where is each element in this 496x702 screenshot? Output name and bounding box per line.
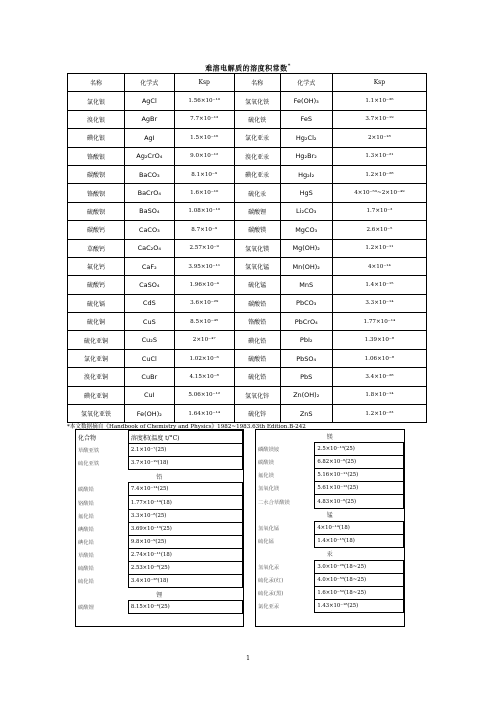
solubility-product-value: 3.4×10⁻²⁸(18) xyxy=(128,575,242,588)
formula-cell: Mg(OH)₂ xyxy=(280,239,332,257)
section-heading: 锂 xyxy=(156,591,163,599)
formula-cell: HgS xyxy=(280,184,332,202)
list-item xyxy=(76,575,243,588)
ksp-value-cell: 3.6×10⁻²⁹ xyxy=(174,294,234,312)
ksp-value-cell: 1.2×10⁻²⁸ xyxy=(332,165,426,183)
compound-name-cell: 碘化银 xyxy=(68,129,125,147)
formula-cell: MgCO₃ xyxy=(280,221,332,239)
formula-cell: Hg₂Cl₂ xyxy=(280,129,332,147)
compound-name-cell: 溴化亚汞 xyxy=(234,147,280,165)
ksp-value-cell: 9.0×10⁻¹² xyxy=(174,147,234,165)
compound-name-cell: 铬酸银 xyxy=(68,147,125,165)
source-footnote: *本文数据摘自《Handbook of Chemistry and Physics》1982~1983.63th Edition.B-242 xyxy=(67,424,306,430)
ksp-value-cell: 1.4×10⁻¹⁵ xyxy=(332,276,426,294)
ksp-value-cell: 5.06×10⁻¹² xyxy=(174,386,234,404)
solubility-product-value: 8.15×10⁻⁴(25) xyxy=(128,601,242,614)
compound-name: 硫化亚铁 xyxy=(76,457,128,470)
compound-name: 氟化镁 xyxy=(256,469,315,482)
ksp-value-cell: 4×10⁻⁵³~2×10⁻⁴⁹ xyxy=(332,184,426,202)
ksp-main-table xyxy=(67,73,427,423)
solubility-product-value: 3.69×10⁻¹³(25) xyxy=(128,522,242,535)
table-row xyxy=(68,294,427,312)
compound-name: 碘化铅 xyxy=(76,535,128,548)
list-item xyxy=(256,495,404,508)
section-heading: 汞 xyxy=(326,551,333,559)
solubility-product-value: 1.43×10⁻¹⁸(25) xyxy=(315,600,404,613)
section-heading-row xyxy=(256,508,404,521)
ksp-value-cell: 1.02×10⁻⁶ xyxy=(174,349,234,367)
list-item xyxy=(76,561,243,574)
compound-name: 二水合草酸镁 xyxy=(256,495,315,508)
table-row xyxy=(68,349,427,367)
formula-cell: Hg₂I₂ xyxy=(280,165,332,183)
compound-name-cell: 铬酸铅 xyxy=(234,313,280,331)
compound-name: 氢氧化镁 xyxy=(256,482,315,495)
compound-name-cell: 硫化镉 xyxy=(68,294,125,312)
list-item xyxy=(76,535,243,548)
compound-name-cell: 碳酸钡 xyxy=(68,165,125,183)
ksp-value-cell: 2.57×10⁻⁹ xyxy=(174,239,234,257)
solubility-product-value: 2.53×10⁻⁸(25) xyxy=(128,561,242,574)
solubility-product-value: 7.4×10⁻¹⁴(25) xyxy=(128,483,242,496)
formula-cell: CaCO₃ xyxy=(124,221,174,239)
section-heading-row xyxy=(256,547,404,560)
ksp-value-cell: 8.1×10⁻⁹ xyxy=(174,165,234,183)
compound-name-cell: 硫化锌 xyxy=(234,405,280,423)
table-row xyxy=(68,147,427,165)
solubility-product-value: 6.82×10⁻⁶(25) xyxy=(315,456,404,469)
formula-cell: BaCrO₄ xyxy=(124,184,174,202)
table-row xyxy=(68,276,427,294)
list-item xyxy=(256,443,404,456)
compound-name-cell: 铬酸钡 xyxy=(68,184,125,202)
ksp-value-cell: 1.5×10⁻¹⁶ xyxy=(174,129,234,147)
formula-cell: CaSO₄ xyxy=(124,276,174,294)
solubility-product-value: 3.3×10⁻⁸(25) xyxy=(128,509,242,522)
table-row xyxy=(68,129,427,147)
compound-name-cell: 碳酸铅 xyxy=(234,294,280,312)
formula-cell: CaF₂ xyxy=(124,257,174,275)
compound-name: 硫化铅 xyxy=(76,575,128,588)
compound-name: 硫化汞(红) xyxy=(256,574,315,587)
compound-name-cell: 氢氧化锰 xyxy=(234,257,280,275)
ksp-value-cell: 1.39×10⁻⁸ xyxy=(332,331,426,349)
ksp-value-cell: 1.3×10⁻²¹ xyxy=(332,147,426,165)
compound-name-cell: 草酸钙 xyxy=(68,239,125,257)
ksp-value-cell: 2×10⁻⁴⁷ xyxy=(174,331,234,349)
solubility-product-value: 1.4×10⁻¹⁵(18) xyxy=(315,534,404,547)
page-number: 1 xyxy=(246,655,250,662)
solubility-product-value: 4.0×10⁻⁵³(18~25) xyxy=(315,574,404,587)
ksp-value-cell: 1.2×10⁻¹¹ xyxy=(332,239,426,257)
column-header: Ksp xyxy=(174,74,234,92)
compound-name: 氯化亚汞 xyxy=(256,600,315,613)
compound-name: 硫化锰 xyxy=(256,534,315,547)
ksp-value-cell: 1.7×10⁻³ xyxy=(332,202,426,220)
compound-name-cell: 溴化银 xyxy=(68,110,125,128)
formula-cell: CuS xyxy=(124,313,174,331)
compound-name-cell: 氢氧化铁 xyxy=(234,92,280,110)
formula-cell: Ag₂CrO₄ xyxy=(124,147,174,165)
list-item xyxy=(76,548,243,561)
compound-name-cell: 硫化铁 xyxy=(234,110,280,128)
formula-cell: AgI xyxy=(124,129,174,147)
ksp-value-cell: 1.08×10⁻¹⁰ xyxy=(174,202,234,220)
compound-name-cell: 硫化铅 xyxy=(234,368,280,386)
list-item xyxy=(256,560,404,573)
formula-cell: Fe(OH)₃ xyxy=(280,92,332,110)
list-item xyxy=(256,534,404,547)
formula-cell: FeS xyxy=(280,110,332,128)
list-item xyxy=(76,601,243,614)
solubility-product-value: 1.6×10⁻⁵²(18~25) xyxy=(315,587,404,600)
list-item xyxy=(256,482,404,495)
compound-name-cell: 硫化锰 xyxy=(234,276,280,294)
compound-name-cell: 氢氧化锌 xyxy=(234,386,280,404)
compound-name-cell: 硫化汞 xyxy=(234,184,280,202)
compound-name-cell: 硫化铜 xyxy=(68,313,125,331)
title-footnote-mark: * xyxy=(287,63,291,69)
ksp-value-cell: 3.95×10⁻¹¹ xyxy=(174,257,234,275)
column-header: 化学式 xyxy=(280,74,332,92)
solubility-product-value: 9.8×10⁻⁹(25) xyxy=(128,535,242,548)
column-header: 名称 xyxy=(234,74,280,92)
compound-name-cell: 硫酸铅 xyxy=(234,349,280,367)
section-heading: 铅 xyxy=(156,473,163,481)
column-header: 名称 xyxy=(68,74,125,92)
formula-cell: BaSO₄ xyxy=(124,202,174,220)
list-item xyxy=(256,521,404,534)
solubility-product-value: 2.74×10⁻¹¹(18) xyxy=(128,548,242,561)
formula-cell: CuI xyxy=(124,386,174,404)
compound-name-cell: 碳酸钙 xyxy=(68,221,125,239)
ksp-value-cell: 2×10⁻¹⁸ xyxy=(332,129,426,147)
table-row xyxy=(68,92,427,110)
left-panel-table xyxy=(76,430,243,614)
solubility-product-value: 4.83×10⁻⁶(25) xyxy=(315,495,404,508)
ksp-value-cell: 8.7×10⁻⁹ xyxy=(174,221,234,239)
compound-name-cell: 氯化银 xyxy=(68,92,125,110)
ksp-value-cell: 1.1×10⁻³⁶ xyxy=(332,92,426,110)
compound-name: 草酸铅 xyxy=(76,548,128,561)
list-item xyxy=(76,483,243,496)
compound-name-cell: 碘化铅 xyxy=(234,331,280,349)
section-heading: 锰 xyxy=(326,512,333,520)
compound-name: 碳酸镁 xyxy=(256,456,315,469)
formula-cell: BaCO₃ xyxy=(124,165,174,183)
ksp-value-cell: 7.7×10⁻¹³ xyxy=(174,110,234,128)
solubility-product-value: 2.1×10⁻⁷(25) xyxy=(128,444,242,457)
ksp-value-cell: 8.5×10⁻⁴⁵ xyxy=(174,313,234,331)
ksp-value-cell: 1.8×10⁻¹⁴ xyxy=(332,386,426,404)
formula-cell: CaC₂O₄ xyxy=(124,239,174,257)
list-item xyxy=(256,587,404,600)
list-item xyxy=(76,522,243,535)
compound-name-cell: 氢氧化亚铁 xyxy=(68,405,125,423)
ksp-value-cell: 4×10⁻¹⁴ xyxy=(332,257,426,275)
formula-cell: PbCrO₄ xyxy=(280,313,332,331)
formula-cell: Mn(OH)₂ xyxy=(280,257,332,275)
formula-cell: PbI₂ xyxy=(280,331,332,349)
formula-cell: Cu₂S xyxy=(124,331,174,349)
right-panel-table xyxy=(256,430,404,613)
table-row xyxy=(68,257,427,275)
left-ksp-panel xyxy=(75,429,244,627)
compound-name: 磷酸镁铵 xyxy=(256,443,315,456)
table-row xyxy=(68,405,427,423)
table-row xyxy=(68,386,427,404)
formula-cell: AgCl xyxy=(124,92,174,110)
panel-header-value: 溶度积(温度 t/°C) xyxy=(128,431,242,444)
panel-header-label: 化合物 xyxy=(76,431,128,444)
compound-name-cell: 氯化亚汞 xyxy=(234,129,280,147)
list-item xyxy=(76,457,243,470)
right-ksp-panel xyxy=(255,429,405,627)
compound-name: 硫化汞(黑) xyxy=(256,587,315,600)
compound-name-cell: 氢氧化镁 xyxy=(234,239,280,257)
list-item xyxy=(256,456,404,469)
formula-cell: CdS xyxy=(124,294,174,312)
table-row xyxy=(68,202,427,220)
formula-cell: PbCO₃ xyxy=(280,294,332,312)
list-item xyxy=(76,509,243,522)
panel-header-row xyxy=(76,431,243,444)
solubility-product-value: 5.61×10⁻¹²(25) xyxy=(315,482,404,495)
compound-name-cell: 碘化亚汞 xyxy=(234,165,280,183)
formula-cell: Fe(OH)₂ xyxy=(124,405,174,423)
column-header: Ksp xyxy=(332,74,426,92)
list-item xyxy=(256,600,404,613)
table-row xyxy=(68,110,427,128)
compound-name-cell: 硫酸钙 xyxy=(68,276,125,294)
solubility-product-value: 1.77×10⁻¹⁴(18) xyxy=(128,496,242,509)
list-item xyxy=(76,444,243,457)
formula-cell: AgBr xyxy=(124,110,174,128)
compound-name-cell: 硫化亚铜 xyxy=(68,331,125,349)
compound-name-cell: 氟化钙 xyxy=(68,257,125,275)
formula-cell: PbSO₄ xyxy=(280,349,332,367)
table-row xyxy=(68,165,427,183)
compound-name: 碳酸铅 xyxy=(76,483,128,496)
formula-cell: PbS xyxy=(280,368,332,386)
ksp-value-cell: 3.4×10⁻²⁸ xyxy=(332,368,426,386)
section-heading: 镁 xyxy=(326,433,333,441)
list-item xyxy=(256,469,404,482)
section-heading-row xyxy=(76,588,243,601)
ksp-value-cell: 1.06×10⁻⁸ xyxy=(332,349,426,367)
compound-name-cell: 碘化亚铜 xyxy=(68,386,125,404)
compound-name-cell: 碳酸镁 xyxy=(234,221,280,239)
compound-name-cell: 氯化亚铜 xyxy=(68,349,125,367)
table-row xyxy=(68,184,427,202)
solubility-product-value: 2.5×10⁻¹³(25) xyxy=(315,443,404,456)
table-row xyxy=(68,221,427,239)
section-heading-row xyxy=(76,470,243,483)
formula-cell: MnS xyxy=(280,276,332,294)
ksp-value-cell: 1.56×10⁻¹⁰ xyxy=(174,92,234,110)
compound-name: 草酸亚铁 xyxy=(76,444,128,457)
list-item xyxy=(76,496,243,509)
compound-name-cell: 碳酸锂 xyxy=(234,202,280,220)
solubility-product-value: 4×10⁻¹⁴(18) xyxy=(315,521,404,534)
ksp-value-cell: 1.2×10⁻²³ xyxy=(332,405,426,423)
solubility-product-value: 3.7×10⁻¹⁹(18) xyxy=(128,457,242,470)
compound-name: 硫酸铅 xyxy=(76,561,128,574)
compound-name-cell: 硫酸钡 xyxy=(68,202,125,220)
ksp-value-cell: 1.64×10⁻¹⁴ xyxy=(174,405,234,423)
formula-cell: CuCl xyxy=(124,349,174,367)
ksp-value-cell: 4.15×10⁻⁸ xyxy=(174,368,234,386)
compound-name: 氢氧化锰 xyxy=(256,521,315,534)
solubility-product-value: 3.0×10⁻²⁶(18~25) xyxy=(315,560,404,573)
solubility-product-value: 5.16×10⁻¹¹(25) xyxy=(315,469,404,482)
page-title xyxy=(0,63,496,73)
table-body xyxy=(68,92,427,423)
compound-name: 碘酸铅 xyxy=(76,522,128,535)
table-row xyxy=(68,313,427,331)
formula-cell: Hg₂Br₂ xyxy=(280,147,332,165)
section-heading-row xyxy=(256,430,404,443)
formula-cell: Li₂CO₃ xyxy=(280,202,332,220)
compound-name-cell: 溴化亚铜 xyxy=(68,368,125,386)
ksp-value-cell: 3.7×10⁻¹⁹ xyxy=(332,110,426,128)
compound-name: 氢氧化汞 xyxy=(256,560,315,573)
ksp-value-cell: 1.77×10⁻¹⁴ xyxy=(332,313,426,331)
list-item xyxy=(256,574,404,587)
table-row xyxy=(68,239,427,257)
formula-cell: ZnS xyxy=(280,405,332,423)
table-header-row xyxy=(68,74,427,92)
formula-cell: CuBr xyxy=(124,368,174,386)
ksp-value-cell: 1.96×10⁻⁴ xyxy=(174,276,234,294)
table-row xyxy=(68,331,427,349)
column-header: 化学式 xyxy=(124,74,174,92)
ksp-value-cell: 2.6×10⁻⁵ xyxy=(332,221,426,239)
ksp-value-cell: 1.6×10⁻¹⁰ xyxy=(174,184,234,202)
title-text: 难溶电解质的溶度积常数 xyxy=(205,63,288,73)
compound-name: 碳酸锂 xyxy=(76,601,128,614)
compound-name: 氟化铅 xyxy=(76,509,128,522)
formula-cell: Zn(OH)₂ xyxy=(280,386,332,404)
table-row xyxy=(68,368,427,386)
compound-name: 铬酸铅 xyxy=(76,496,128,509)
ksp-value-cell: 3.3×10⁻¹⁴ xyxy=(332,294,426,312)
